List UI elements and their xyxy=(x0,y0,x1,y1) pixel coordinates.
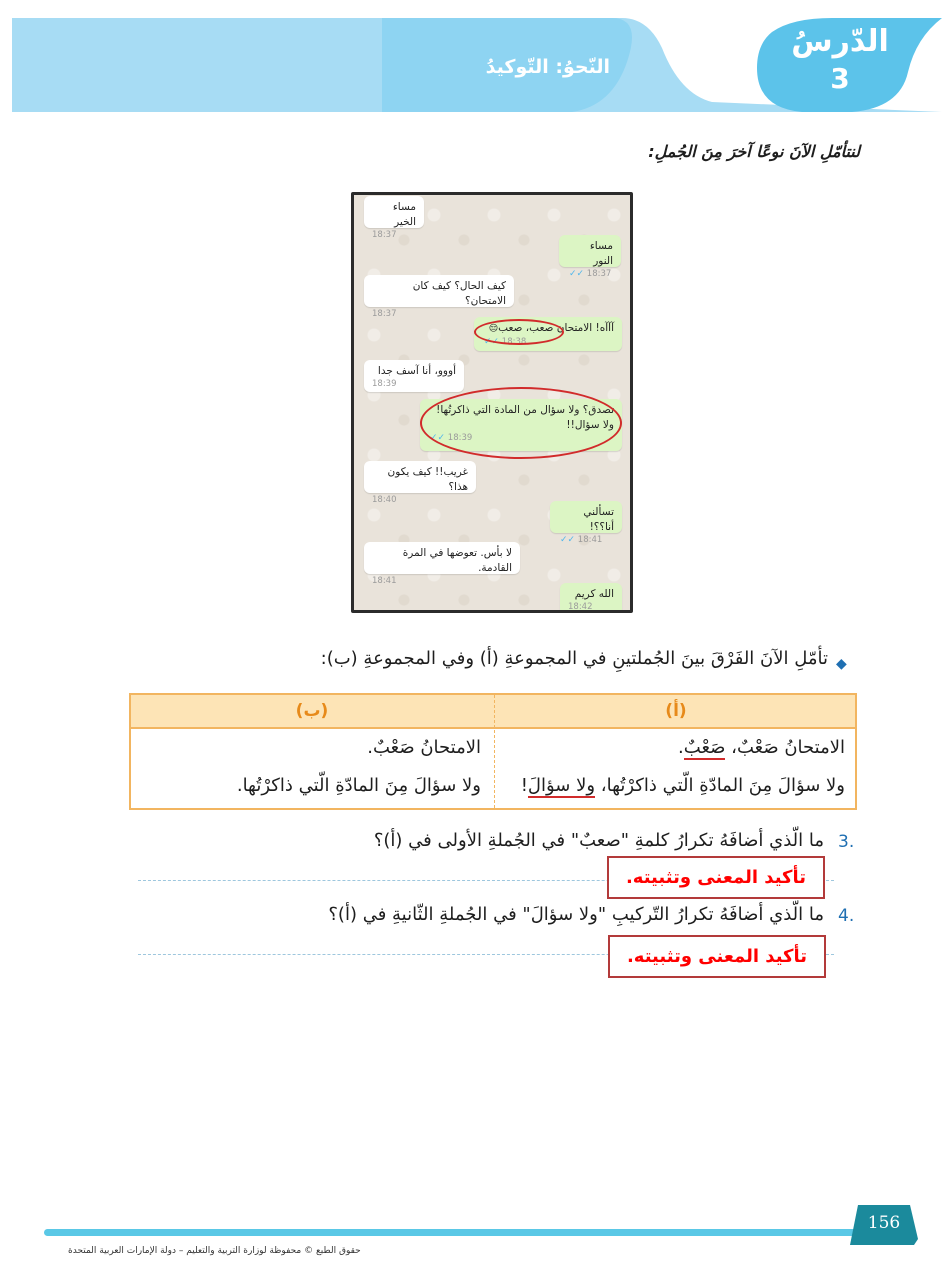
question-4-number: 4. xyxy=(838,906,855,926)
chat-message-out xyxy=(550,501,622,545)
double-check-icon: ✓✓ xyxy=(560,535,576,545)
message-text: كيف الحال؟ كيف كان الامتحان؟ xyxy=(412,280,506,307)
message-text: مساء الخير xyxy=(392,201,416,228)
message-text: أووو، أنا آسف جدا xyxy=(377,365,456,377)
message-time: 18:37 xyxy=(372,309,397,319)
message-time: 18:37 xyxy=(372,230,397,240)
diamond-bullet-icon: ◆ xyxy=(836,656,847,672)
message-text: مساء النور xyxy=(589,240,613,267)
question-3-text: ما الّذي أضافَهُ تكرارُ كلمةِ "صعبٌ" في الجُملةِ الأولى في (أ)؟ xyxy=(373,830,824,851)
message-text: الله كريم xyxy=(574,588,614,600)
message-time: ✓✓ 18:38 xyxy=(484,337,527,347)
message-text: تسألني أنا؟؟! xyxy=(583,506,614,533)
intro-text: لنتأمّلِ الآنَ نوعًا آخرَ مِنَ الجُملِ: xyxy=(648,142,860,161)
highlight-circle xyxy=(474,319,564,345)
page-number: 156 xyxy=(867,1213,901,1233)
cell-b-row2: ولا سؤالَ مِنَ المادّةِ الّتي ذاكرْتُها. xyxy=(236,775,481,796)
highlight-circle xyxy=(420,387,622,459)
message-time: ✓✓ 18:39 xyxy=(430,433,473,443)
message-text: تصدق؟ ولا سؤال من المادة التي ذاكرتُها! ولا سؤال!! xyxy=(436,404,614,431)
message-time: 18:39 xyxy=(372,379,397,389)
question-4-answer[interactable]: تأكيد المعنى وتثبيته. xyxy=(608,935,826,978)
column-header-a: (أ) xyxy=(665,701,687,721)
message-time: 18:40 xyxy=(372,495,397,505)
double-check-icon: ✓✓ xyxy=(484,337,500,347)
chat-message-in xyxy=(364,360,464,392)
copyright-text: حقوق الطبع © محفوظة لوزارة التربية والتعليم – دولة الإمارات العربية المتحدة xyxy=(68,1246,361,1256)
question-3-answer[interactable]: تأكيد المعنى وتثبيته. xyxy=(607,856,825,899)
lesson-number: 3 xyxy=(830,62,850,95)
message-text: غريب!! كيف يكون هذا؟ xyxy=(387,466,468,493)
question-3-number: 3. xyxy=(838,832,855,852)
footer-bar xyxy=(44,1229,856,1236)
message-time: ✓✓ 18:41 xyxy=(560,535,603,545)
lesson-title: النّحوُ: التّوكيدُ xyxy=(485,56,610,78)
cell-b-row1: الامتحانُ صَعْبٌ. xyxy=(367,737,481,758)
cell-a-row2: ولا سؤالَ مِنَ المادّةِ الّتي ذاكرْتُها، ولا سؤالَ! xyxy=(520,775,845,796)
double-check-icon: ✓✓ xyxy=(569,269,585,279)
chat-screenshot xyxy=(351,192,633,613)
chat-message-in xyxy=(364,275,514,319)
chat-message-out xyxy=(560,583,622,613)
cell-a-row1: الامتحانُ صَعْبٌ، صَعْبٌ. xyxy=(678,737,845,758)
double-check-icon: ✓✓ xyxy=(430,433,446,443)
comparison-question: تأمّلِ الآنَ الفَرْقَ بينَ الجُملتينِ في المجموعةِ (أ) وفي المجموعةِ (ب): xyxy=(320,648,828,669)
lesson-label: الدّرسُ xyxy=(791,24,889,59)
message-time: 18:41 xyxy=(372,576,397,586)
message-text: آآآه! الامتحان صعب، صعب😔 xyxy=(488,322,614,334)
message-time: ✓✓ 18:37 xyxy=(569,269,612,279)
comparison-table xyxy=(129,693,857,810)
message-text: لا بأس. تعوضها في المرة القادمة. xyxy=(402,547,512,574)
sad-face-emoji-icon: 😔 xyxy=(488,324,499,334)
message-time: 18:42 xyxy=(568,602,593,612)
chat-message-in xyxy=(364,542,520,586)
question-4-text: ما الّذي أضافَهُ تكرارُ التّركيبِ "ولا سؤالَ" في الجُملةِ الثّانيةِ في (أ)؟ xyxy=(328,904,824,925)
column-header-b: (ب) xyxy=(295,701,329,721)
chat-message-out xyxy=(559,235,621,279)
chat-message-in xyxy=(364,196,424,240)
chat-message-in xyxy=(364,461,476,505)
